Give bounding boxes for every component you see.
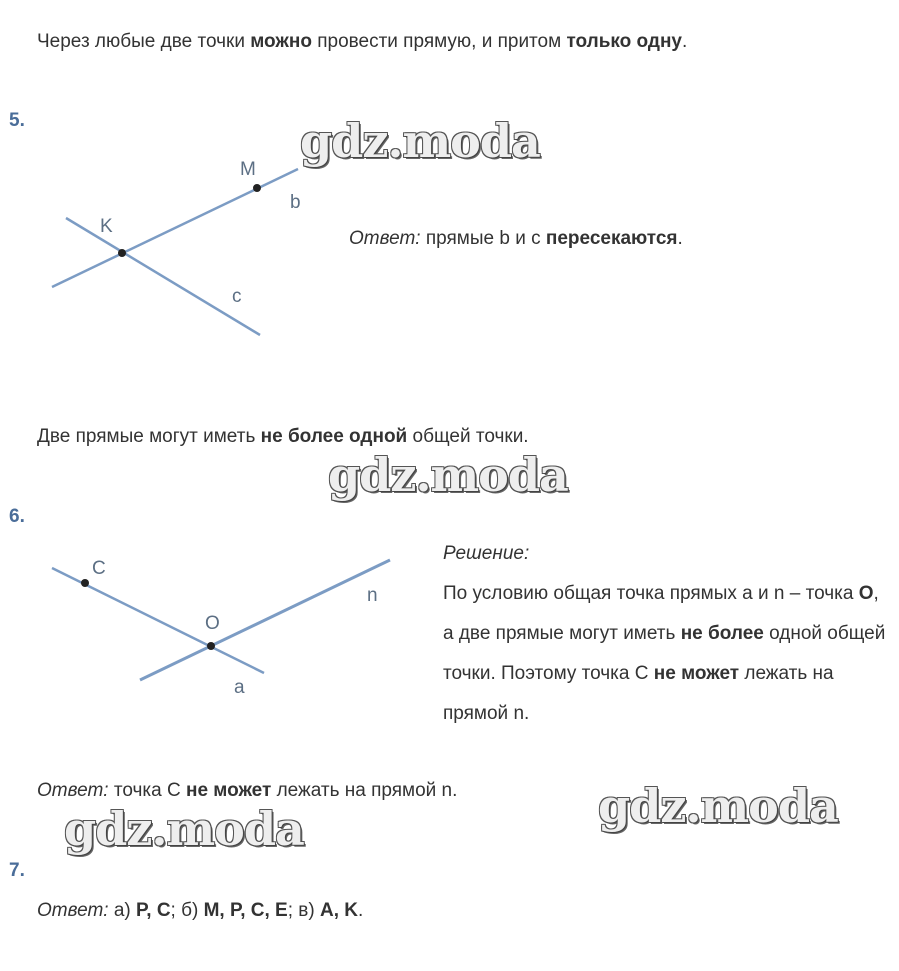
watermark: gdz.moda xyxy=(64,802,304,856)
label-o: O xyxy=(205,613,220,634)
label-m: M xyxy=(240,159,256,180)
label-b: b xyxy=(290,192,301,213)
label-c: c xyxy=(232,286,242,307)
task-7-answer: Ответ: а) P, C; б) M, P, C, E; в) A, K. xyxy=(37,900,364,921)
point-o xyxy=(207,642,215,650)
label-a: a xyxy=(234,677,245,698)
task-5-answer: Ответ: прямые b и c пересекаются. xyxy=(349,228,683,249)
point-m xyxy=(253,184,261,192)
task-6-number: 6. xyxy=(9,506,25,527)
task-5-diagram xyxy=(0,130,340,360)
label-n: n xyxy=(367,585,378,606)
statement-two-lines: Две прямые могут иметь не более одной общей точки. xyxy=(37,426,529,447)
watermark: gdz.moda xyxy=(328,448,568,502)
task-6-solution-text: По условию общая точка прямых a и n – точка O, а две прямые могут иметь не более одной общей точки. Поэтому точка C не может лежать на прямой n. xyxy=(443,583,886,724)
point-c xyxy=(81,579,89,587)
task-6-solution-label: Решение: xyxy=(443,543,530,564)
task-6-answer: Ответ: точка C не может лежать на прямой n. xyxy=(37,780,458,801)
label-c: C xyxy=(92,558,106,579)
point-k xyxy=(118,249,126,257)
watermark: gdz.moda xyxy=(300,114,540,168)
line-n xyxy=(140,560,390,680)
line-c xyxy=(66,218,260,335)
task-7-number: 7. xyxy=(9,860,25,881)
task-6-diagram xyxy=(0,540,420,730)
line-b xyxy=(52,169,298,287)
intro-text: Через любые две точки можно провести прямую, и притом только одну. xyxy=(37,31,688,52)
watermark: gdz.moda xyxy=(598,779,838,833)
task-5-number: 5. xyxy=(9,110,25,131)
label-k: K xyxy=(100,216,113,237)
